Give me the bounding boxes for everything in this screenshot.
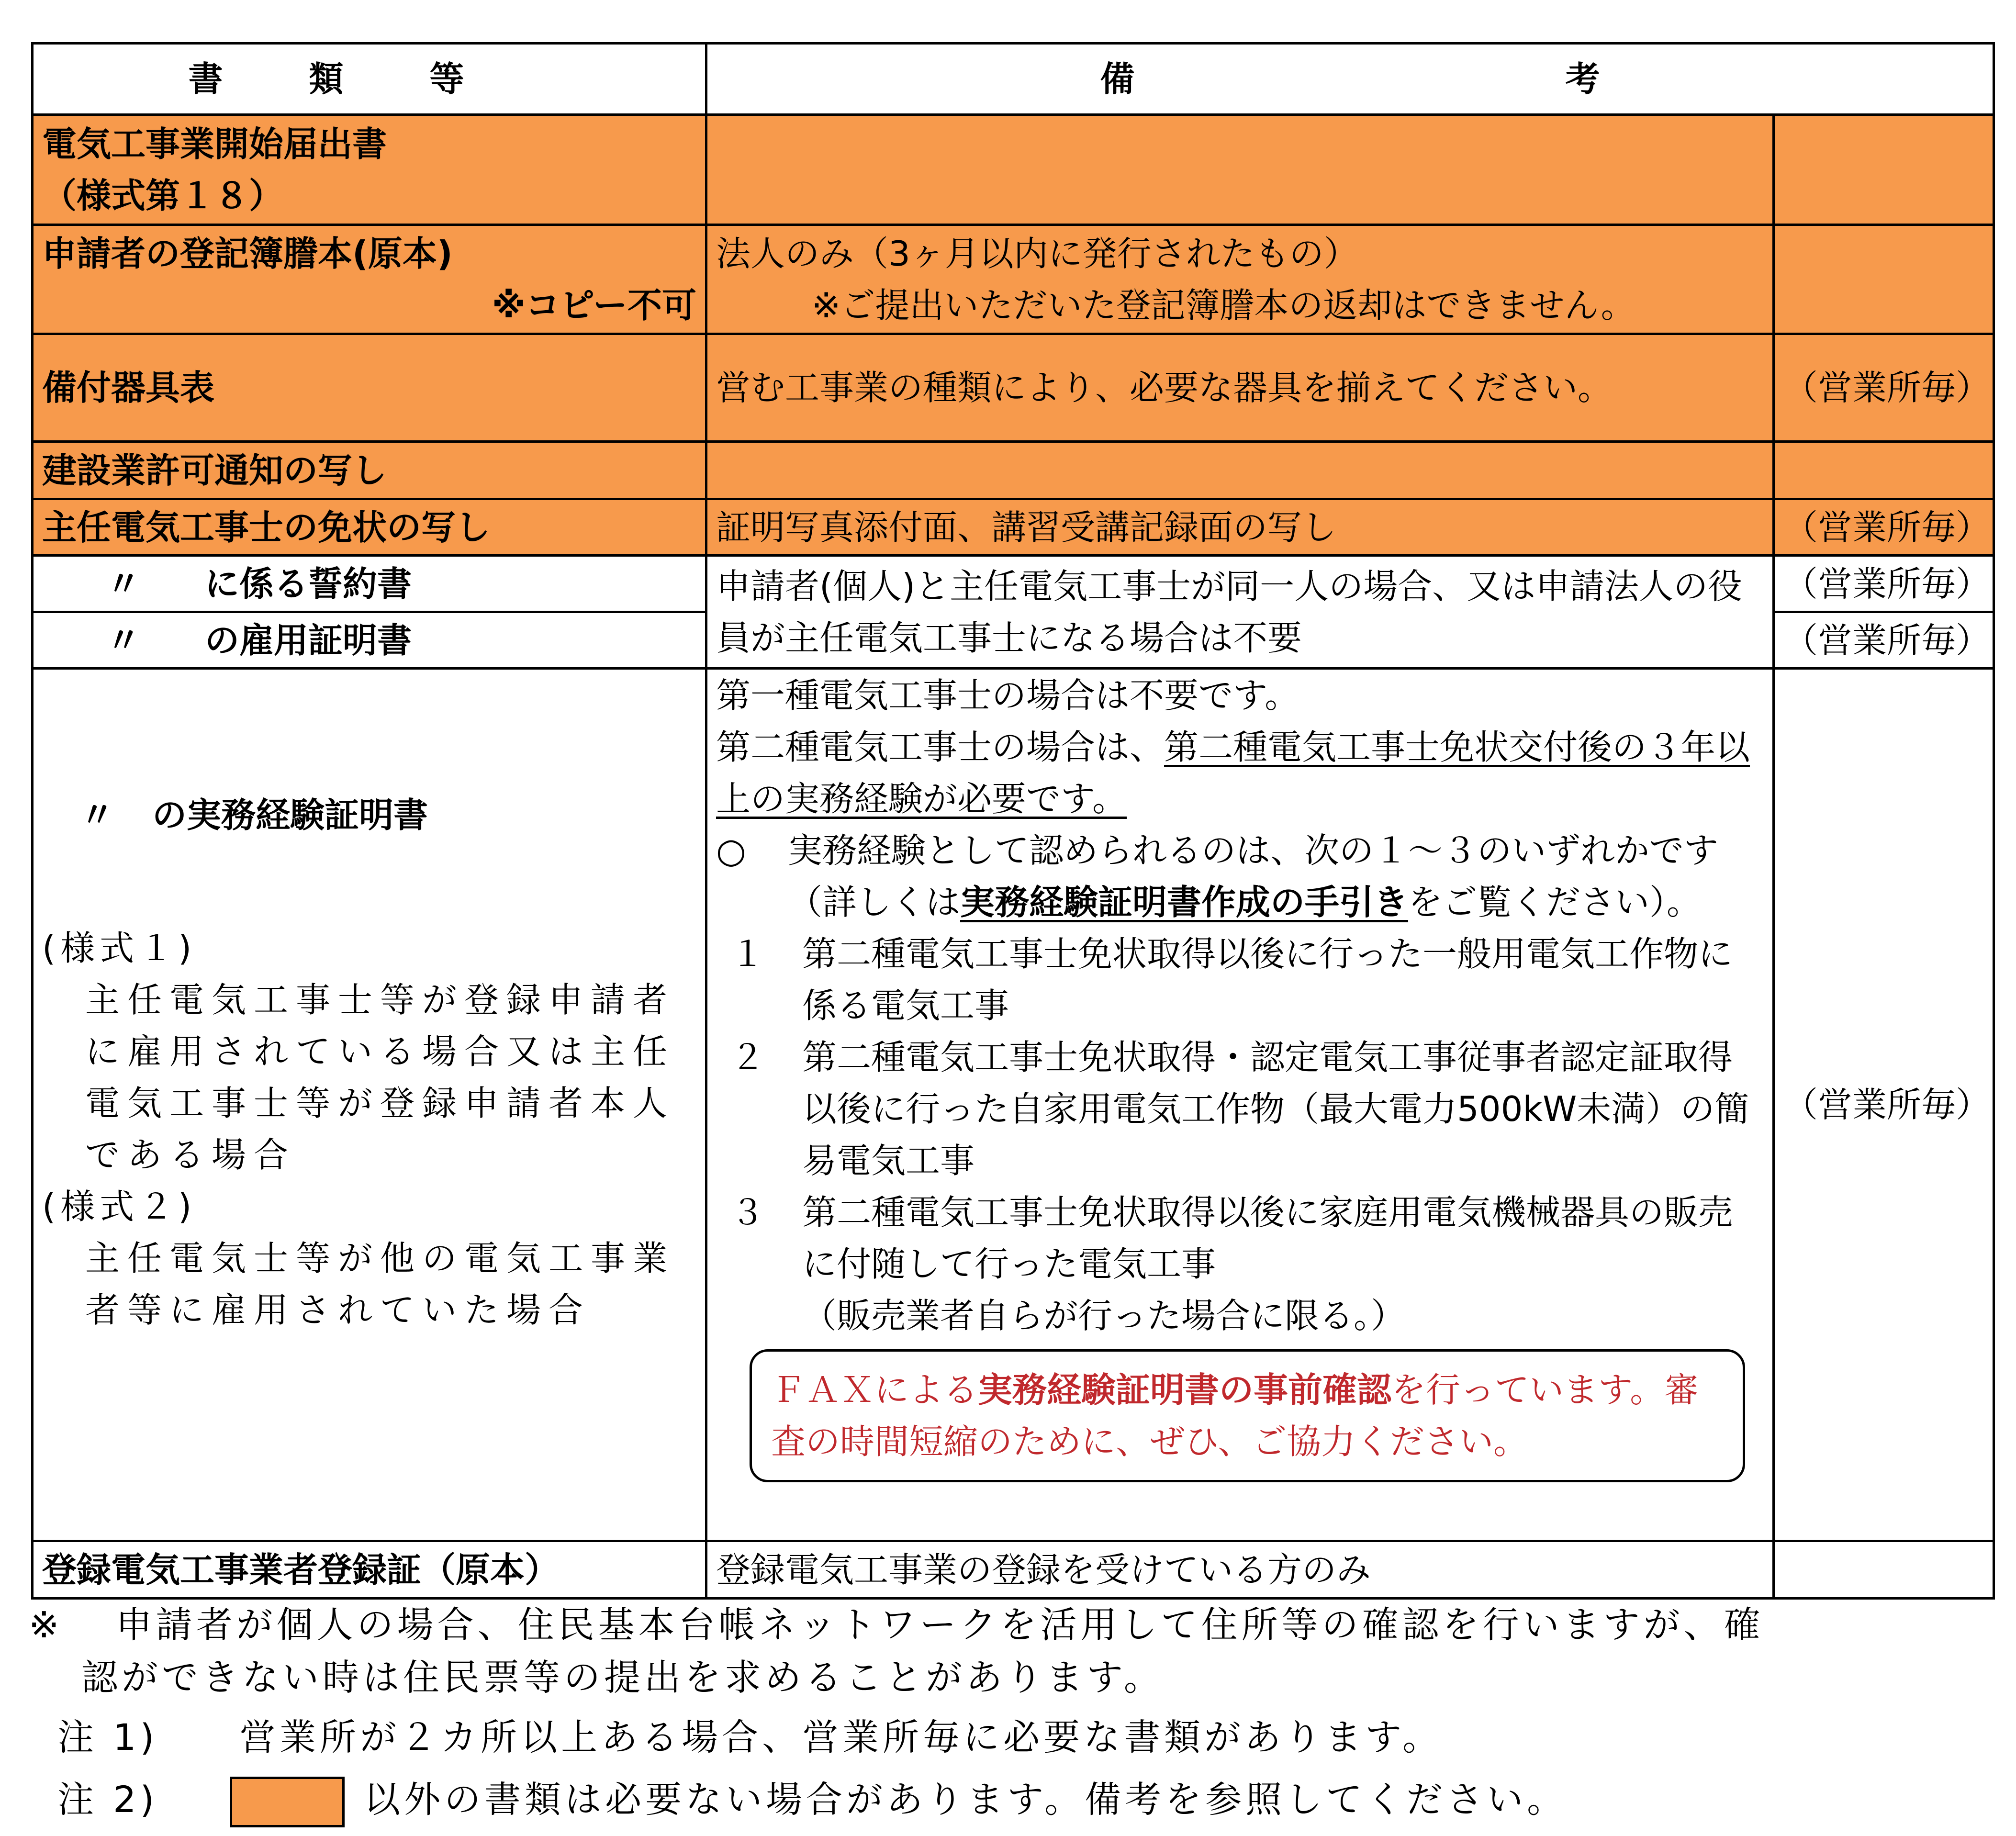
doc-employment-certificate bbox=[33, 612, 706, 669]
ditto-mark: 〃 bbox=[79, 795, 114, 835]
table-row bbox=[33, 669, 1994, 1541]
remark-text: 法人のみ（3ヶ月以内に発行されたもの） bbox=[716, 233, 1358, 274]
form-2-description: 主任電気士等が他の電気工事業者等に雇用されていた場合 bbox=[85, 1238, 675, 1330]
note-text: 以外の書類は必要ない場合があります。備考を参照してください。 bbox=[364, 1778, 1568, 1821]
footer-note-2 bbox=[57, 1773, 1567, 1827]
notice-text: を行っています。審査の時間短縮のために、ぜひ、ご協力ください。 bbox=[771, 1370, 1699, 1462]
header-documents: 書類等 bbox=[33, 44, 706, 115]
doc-name: に係る誓約書 bbox=[205, 563, 412, 604]
header-remarks-2: 考 bbox=[1565, 59, 1600, 99]
guide-reference: 実務経験証明書作成の手引き bbox=[960, 882, 1409, 922]
remark-first-class: 第一種電気工事士の場合は不要です。 bbox=[716, 675, 1299, 716]
table-row bbox=[33, 334, 1994, 442]
remark-text: 実務経験として認められるのは、次の１～３のいずれかです（詳しくは bbox=[788, 830, 1719, 922]
item-number: １ bbox=[730, 934, 765, 974]
footer-text: 申請者が個人の場合、住民基本台帳ネットワークを活用して住所等の確認を行いますが、確 bbox=[115, 1603, 1764, 1646]
branch-cell: （営業所毎） bbox=[1774, 612, 1994, 669]
branch-cell bbox=[1774, 442, 1994, 499]
remark-cell: 申請者(個人)と主任電気工事士が同一人の場合、又は申請法人の役員が主任電気工事士になる場合は不要 bbox=[706, 556, 1774, 669]
remark-cell bbox=[706, 669, 1774, 1541]
remark-second-class bbox=[716, 721, 1764, 825]
remark-cell bbox=[706, 442, 1774, 499]
note-label: 注 2) bbox=[57, 1778, 158, 1821]
item-number: ３ bbox=[730, 1192, 765, 1232]
remark-text: ※ご提出いただいた登記簿謄本の返却はできません。 bbox=[812, 285, 1635, 325]
orange-legend-swatch bbox=[230, 1777, 345, 1827]
doc-start-notification bbox=[33, 115, 706, 225]
doc-name: 申請者の登記簿謄本(原本) bbox=[42, 233, 453, 274]
item-number: ２ bbox=[730, 1037, 765, 1077]
footer-resident-note bbox=[29, 1599, 1764, 1651]
doc-construction-permit: 建設業許可通知の写し bbox=[33, 442, 706, 499]
list-item bbox=[716, 928, 1764, 1031]
item-text: 第二種電気工事士免状取得以後に行った一般用電気工作物に係る電気工事 bbox=[802, 934, 1733, 1026]
footer-note-1 bbox=[57, 1711, 1443, 1764]
footer-resident-note-cont: 認ができない時は住民票等の提出を求めることがあります。 bbox=[81, 1656, 1164, 1699]
remark-cell: 証明写真添付面、講習受講記録面の写し bbox=[706, 499, 1774, 556]
fax-notice-box bbox=[750, 1349, 1745, 1482]
note-label: 注 1) bbox=[57, 1716, 158, 1758]
doc-name: 電気工事業開始届出書 bbox=[42, 123, 387, 164]
header-remarks-1: 備 bbox=[1100, 59, 1135, 99]
item-text: 第二種電気工事士免状取得以後に家庭用電気機械器具の販売に付随して行った電気工事 bbox=[802, 1192, 1733, 1284]
branch-cell: （営業所毎） bbox=[1774, 334, 1994, 442]
form-2-label: (様式２) bbox=[42, 1187, 197, 1227]
doc-form-number: （様式第１８） bbox=[42, 175, 284, 216]
table-row bbox=[33, 115, 1994, 225]
list-item bbox=[716, 1187, 1764, 1342]
remark-underlined: 第二種電気工事士免状交付後の３年以上の実務経験が必要です。 bbox=[716, 727, 1750, 819]
branch-cell bbox=[1774, 225, 1994, 334]
circle-bullet: ○ bbox=[716, 830, 746, 871]
doc-registration-certificate: 登録電気工事業者登録証（原本） bbox=[33, 1541, 706, 1599]
reference-mark: ※ bbox=[29, 1603, 63, 1646]
branch-cell: （営業所毎） bbox=[1774, 499, 1994, 556]
table-row bbox=[33, 1541, 1994, 1599]
item-text: 第二種電気工事士免状取得・認定電気工事従事者認定証取得以後に行った自家用電気工作物（最大電力500kW未満）の簡易電気工事 bbox=[802, 1037, 1749, 1181]
ditto-mark: 〃 bbox=[106, 620, 141, 661]
remark-cell bbox=[706, 225, 1774, 334]
table-row bbox=[33, 556, 1994, 612]
required-documents-table bbox=[31, 42, 1995, 1600]
notice-text: ＦＡＸによる bbox=[771, 1370, 978, 1410]
table-row bbox=[33, 499, 1994, 556]
table-row bbox=[33, 225, 1994, 334]
remark-cell bbox=[706, 115, 1774, 225]
remark-cell: 登録電気工事業の登録を受けている方のみ bbox=[706, 1541, 1774, 1599]
form-descriptions bbox=[42, 922, 696, 1336]
doc-no-copy-note: ※コピー不可 bbox=[492, 285, 696, 325]
branch-cell bbox=[1774, 1541, 1994, 1599]
remark-text: 第二種電気工事士の場合は、 bbox=[716, 727, 1165, 767]
doc-chief-license-copy: 主任電気工事士の免状の写し bbox=[33, 499, 706, 556]
doc-registry-transcript bbox=[33, 225, 706, 334]
table-header-row bbox=[33, 44, 1994, 115]
list-item bbox=[716, 1031, 1764, 1187]
ditto-mark: 〃 bbox=[106, 563, 141, 604]
doc-pledge bbox=[33, 556, 706, 612]
doc-experience-certificate bbox=[33, 669, 706, 1541]
note-text: 営業所が２カ所以上ある場合、営業所毎に必要な書類があります。 bbox=[239, 1716, 1443, 1758]
remark-experience-criteria bbox=[716, 825, 1764, 928]
doc-name: の雇用証明書 bbox=[205, 620, 412, 661]
notice-emphasis: 実務経験証明書の事前確認 bbox=[978, 1369, 1392, 1410]
remark-text: をご覧ください）。 bbox=[1408, 882, 1702, 922]
doc-name: の実務経験証明書 bbox=[152, 795, 428, 835]
form-1-label: (様式１) bbox=[42, 928, 197, 968]
branch-cell: （営業所毎） bbox=[1774, 556, 1994, 612]
remark-cell: 営む工事業の種類により、必要な器具を揃えてください。 bbox=[706, 334, 1774, 442]
item-subtext: （販売業者自らが行った場合に限る。） bbox=[802, 1296, 1406, 1336]
doc-equipment-list: 備付器具表 bbox=[33, 334, 706, 442]
form-1-description: 主任電気工事士等が登録申請者に雇用されている場合又は主任電気工事士等が登録申請者本人である場合 bbox=[85, 980, 675, 1175]
doc-name-line bbox=[42, 789, 696, 841]
branch-cell: （営業所毎） bbox=[1774, 669, 1994, 1541]
branch-cell bbox=[1774, 115, 1994, 225]
header-remarks bbox=[706, 44, 1994, 115]
table-row bbox=[33, 442, 1994, 499]
